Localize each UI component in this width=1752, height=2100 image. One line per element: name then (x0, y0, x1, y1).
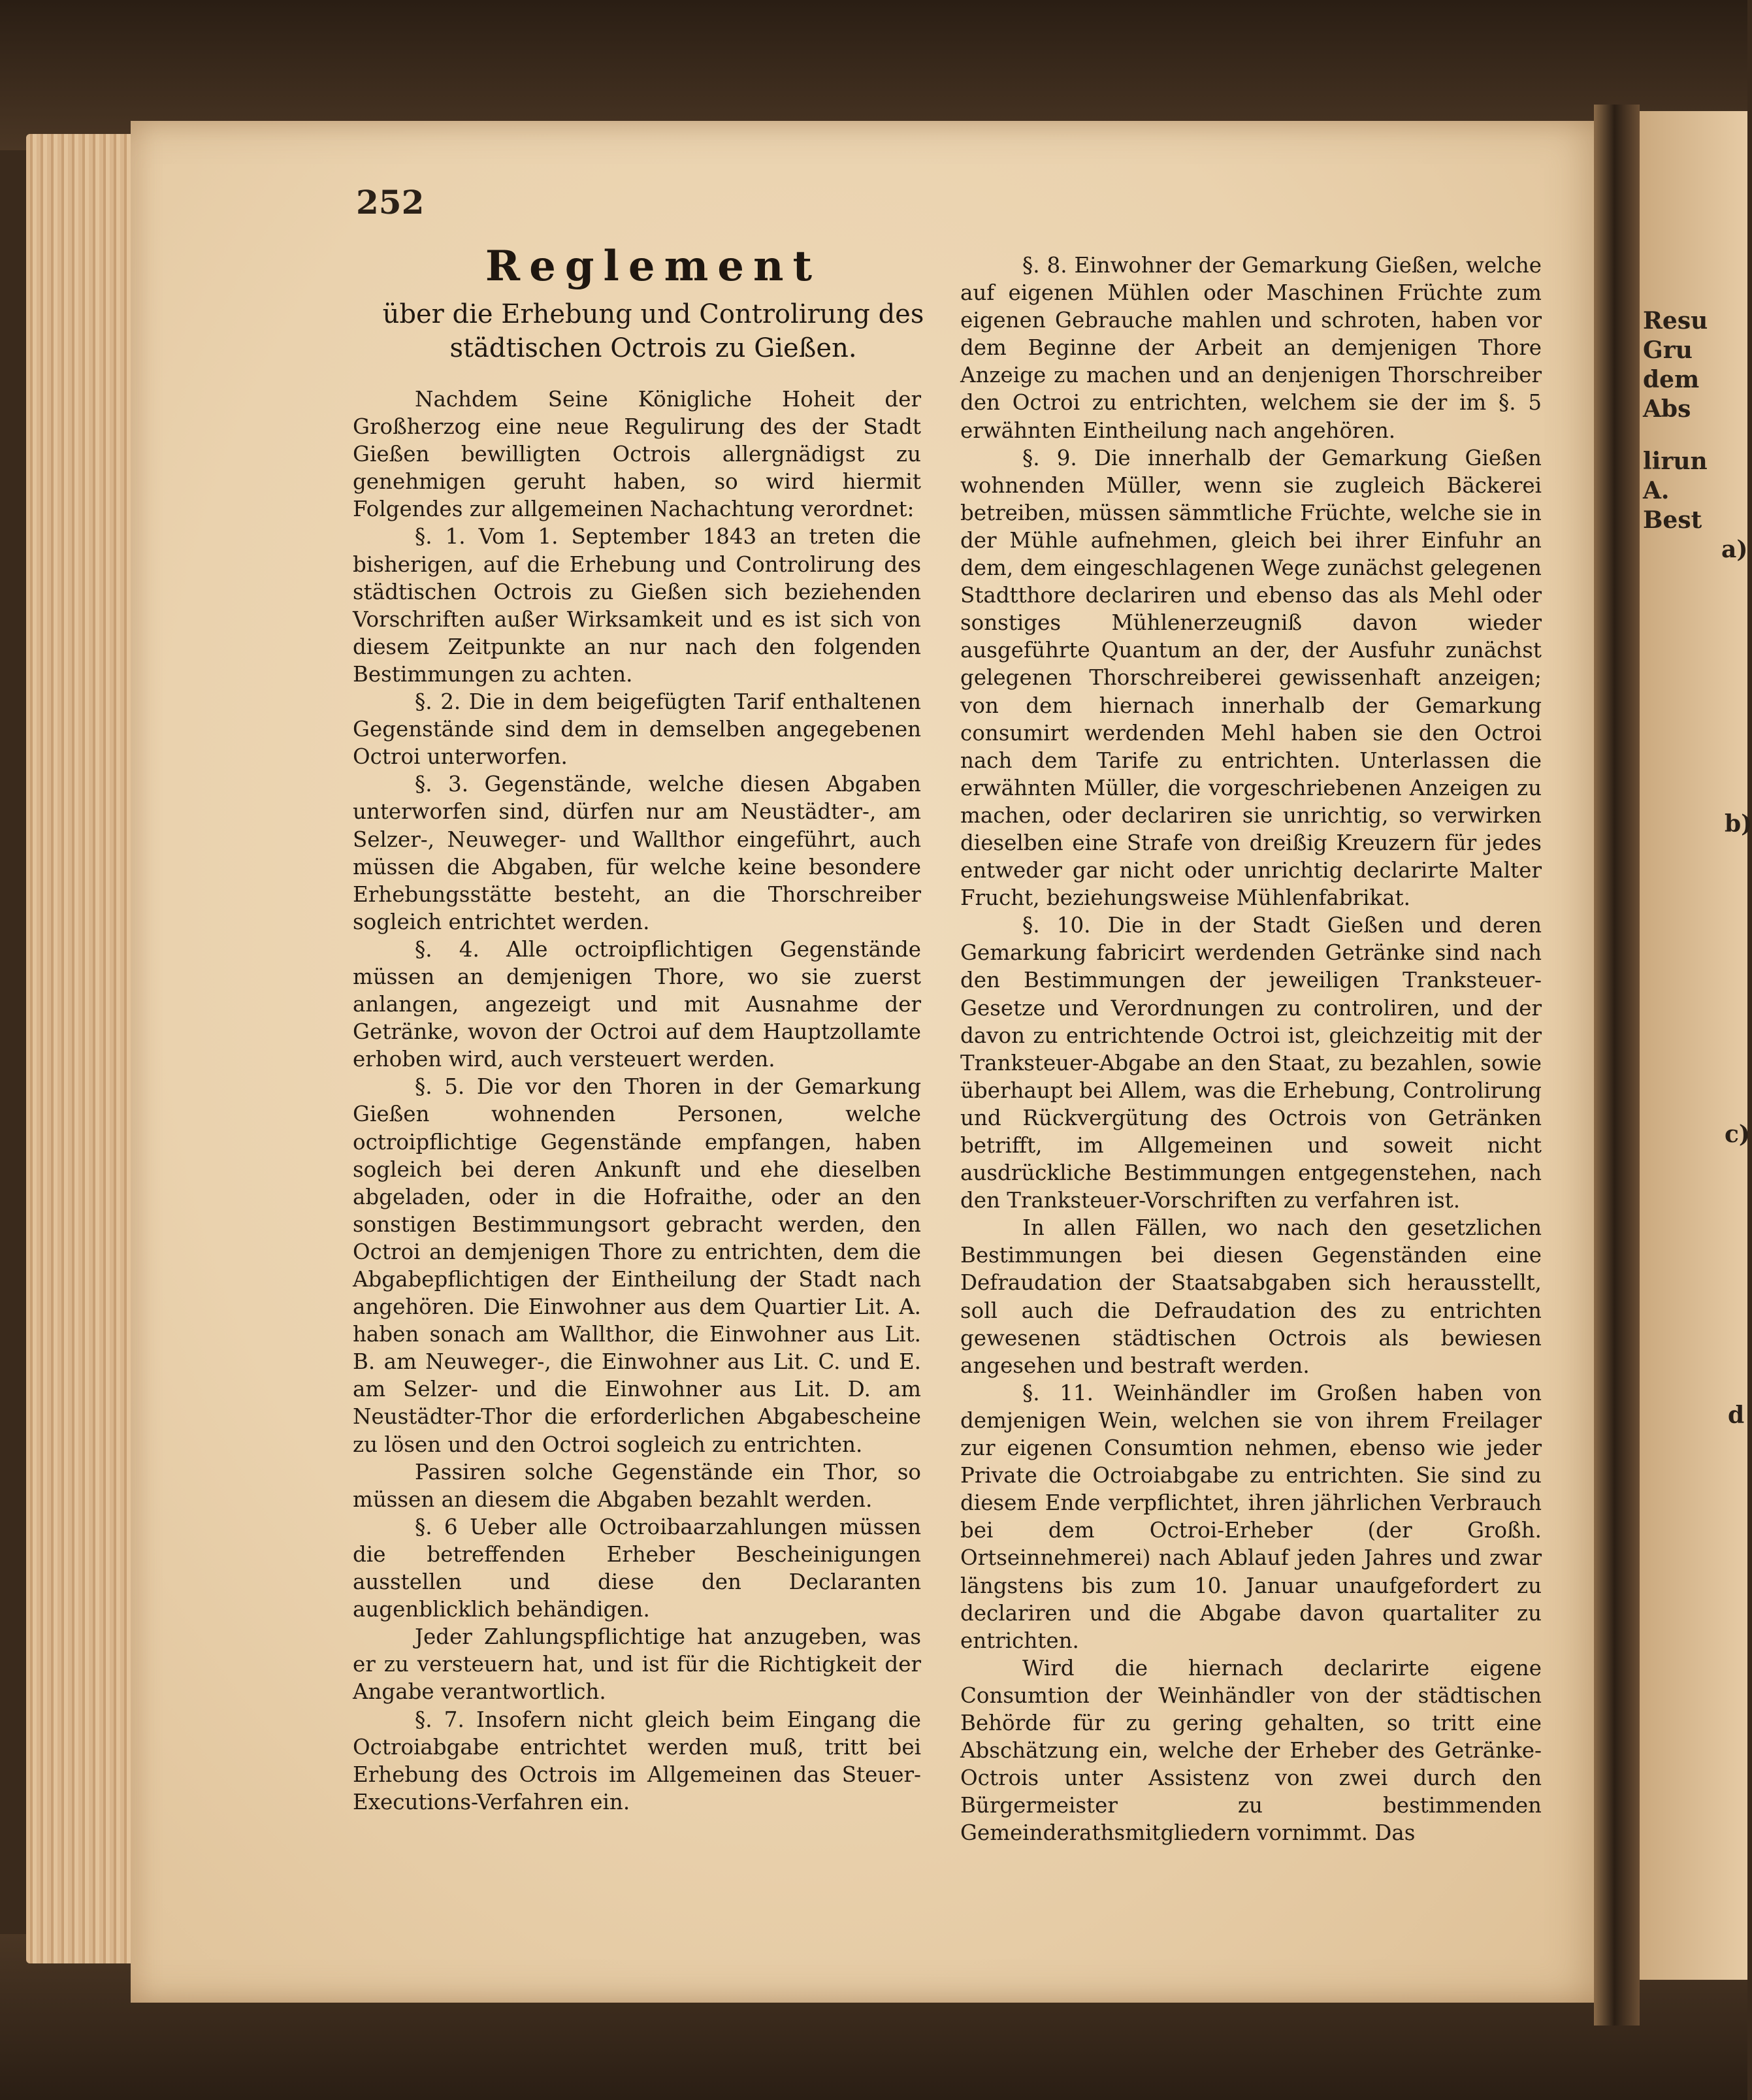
paragraph: §. 8. Einwohner der Gemarkung Gießen, welche auf eigenen Mühlen oder Maschinen Früchte zum eigenen Gebrauche mahlen und schroten, haben vor dem Beginne der Arbeit an demjenigen Thore Anzeige zu machen und an denjenigen Thorschreiber den Octroi zu entrichten, welchem sie der im §. 5 erwähnten Eintheilung nach angehören. (960, 253, 1542, 443)
paragraph: §. 11. Weinhändler im Großen haben von demjenigen Wein, welchen sie von ihrem Freilager zur eigenen Consumtion nehmen, ebenso wie jeder Private die Octroiabgabe zu entrichten. Sie sind zu diesem Ende verpflichtet, ihren jährlichen Verbrauch bei dem Octroi-Erheber (der Großh. Ortseinnehmerei) nach Ablauf jeden Jahres und zwar längstens bis zum 10. Januar unaufgefordert zu declariren und die Abgabe davon quartaliter zu entrichten. (960, 1380, 1542, 1653)
paragraph: §. 10. Die in der Stadt Gießen und deren Gemarkung fabricirt werdenden Getränke sind nach den Bestimmungen der jeweiligen Tranksteuer-Gesetze und Verordnungen zu controliren, und der davon zu entrichtende Octroi ist, gleichzeitig mit der Tranksteuer-Abgabe an den Staat, zu bezahlen, sowie überhaupt bei Allem, was die Erhebung, Controlirung und Rückvergütung des Octrois von Getränken betrifft, im Allgemeinen und soweit nicht ausdrückliche Bestimmungen entgegenstehen, nach den Tranksteuer-Vorschriften zu verfahren ist. (960, 913, 1542, 1213)
next-page-fragment: A. (1643, 477, 1670, 504)
next-page-fragment: Best (1643, 506, 1702, 534)
left-column (353, 386, 921, 1816)
next-page-fragment: c) (1725, 1121, 1750, 1148)
page-edges (26, 134, 144, 1963)
page-title: Reglement (485, 242, 822, 291)
paragraph: Nachdem Seine Königliche Hoheit der Großherzog eine neue Regulirung des der Stadt Gießen bewilligten Octrois allergnädigst zu genehmigen geruht haben, so wird hiermit Folgendes zur allgemeinen Nachachtung verordnet: (353, 387, 921, 522)
paragraph: §. 9. Die innerhalb der Gemarkung Gießen wohnenden Müller, wenn sie zugleich Bäckerei betreiben, müssen sämmtliche Früchte, welche sie in der Mühle aufnehmen, gleich bei ihrer Einfuhr an dem, dem eingeschlagenen Wege zunächst gelegenen Stadtthore declariren und ebenso das als Mehl oder sonstiges Mühlenerzeugniß davon wieder ausgeführte Quantum an der, der Ausfuhr zunächst gelegenen Thorschreiberei gewissenhaft anzeigen; von dem hiernach innerhalb der Gemarkung consumirt werdenden Mehl haben sie den Octroi nach dem Tarife zu entrichten. Unterlassen die erwähnten Müller, die vorgeschriebenen Anzeigen zu machen, oder declariren sie unrichtig, so verwirken dieselben eine Strafe von dreißig Kreuzern für jedes entweder gar nicht oder unrichtig declarirte Malter Frucht, beziehungsweise Mühlenfabrikat. (960, 445, 1542, 911)
paragraph: §. 6 Ueber alle Octroibaarzahlungen müssen die betreffenden Erheber Bescheinigungen ausstellen und diese den Declaranten augenblicklich behändigen. (353, 1514, 921, 1622)
next-page-fragment: lirun (1643, 448, 1708, 475)
paragraph: §. 1. Vom 1. September 1843 an treten die bisherigen, auf die Erhebung und Controlirung des städtischen Octrois zu Gießen sich beziehenden Vorschriften außer Wirksamkeit und es ist sich von diesem Zeitpunkte an nur nach den folgenden Bestimmungen zu achten. (353, 524, 921, 687)
paragraph: §. 2. Die in dem beigefügten Tarif enthaltenen Gegenstände sind dem in demselben angegebenen Octroi unterworfen. (353, 689, 921, 770)
next-page-fragment: dem (1643, 366, 1700, 393)
next-page (1633, 111, 1752, 1980)
page-number: 252 (356, 183, 425, 221)
paragraph: Jeder Zahlungspflichtige hat anzugeben, was er zu versteuern hat, und ist für die Richtigkeit der Angabe verantwortlich. (353, 1624, 921, 1705)
paragraph: In allen Fällen, wo nach den gesetzlichen Bestimmungen bei diesen Gegenständen eine Defraudation der Staatsabgaben sich herausstellt, soll auch die Defraudation des zu entrichten gewesenen städtischen Octrois als bewiesen angesehen und bestraft werden. (960, 1215, 1542, 1378)
paragraph: §. 4. Alle octroipflichtigen Gegenstände müssen an demjenigen Thore, wo sie zuerst anlangen, angezeigt und mit Ausnahme der Getränke, wovon der Octroi auf dem Hauptzollamte erhoben wird, auch versteuert werden. (353, 936, 921, 1072)
paragraph: Passiren solche Gegenstände ein Thor, so müssen an diesem die Abgaben bezahlt werden. (353, 1459, 921, 1512)
next-page-fragment: b) (1725, 810, 1752, 838)
paragraph: Wird die hiernach declarirte eigene Consumtion der Weinhändler von der städtischen Behörde für zu gering gehalten, so tritt eine Abschätzung ein, welche der Erheber des Getränke-Octrois unter Assistenz von zwei durch den Bürgermeister zu bestimmenden Gemeinderathsmitgliedern vornimmt. Das (960, 1655, 1542, 1846)
paragraph: §. 3. Gegenstände, welche diesen Abgaben unterworfen sind, dürfen nur am Neustädter-, am Selzer-, Neuweger- und Wallthor eingeführt, auch müssen die Abgaben, für welche keine besondere Erhebungsstätte besteht, an die Thorschreiber sogleich entrichtet werden. (353, 772, 921, 934)
paragraph: §. 7. Insofern nicht gleich beim Eingang die Octroiabgabe entrichtet werden muß, tritt bei Erhebung des Octrois im Allgemeinen das Steuer-Executions-Verfahren ein. (353, 1707, 921, 1814)
page-subtitle: über die Erhebung und Controlirung des städtischen Octrois zu Gießen. (382, 299, 924, 363)
next-page-fragment: Resu (1643, 307, 1708, 335)
book-gutter (1594, 105, 1640, 2026)
next-page-fragment: Abs (1643, 395, 1691, 423)
next-page-fragment: a) (1721, 536, 1748, 563)
next-page-fragment: d (1728, 1402, 1745, 1429)
right-column (960, 252, 1542, 1846)
paragraph: §. 5. Die vor den Thoren in der Gemarkung Gießen wohnenden Personen, welche octroipflichtige Gegenstände empfangen, haben sogleich bei deren Ankunft und ehe dieselben abgeladen, oder in die Hofraithe, oder an den sonstigen Bestimmungsort gebracht werden, den Octroi an demjenigen Thore zu entrichten, dem die Abgabepflichtigen der Eintheilung der Stadt nach angehören. Die Einwohner aus dem Quartier Lit. A. haben sonach am Wallthor, die Einwohner aus Lit. B. am Neuweger-, die Einwohner aus Lit. C. und E. am Selzer- und die Einwohner aus Lit. D. am Neustädter-Thor die erforderlichen Abgabescheine zu lösen und den Octroi sogleich zu entrichten. (353, 1074, 921, 1457)
next-page-fragment: Gru (1643, 336, 1693, 364)
